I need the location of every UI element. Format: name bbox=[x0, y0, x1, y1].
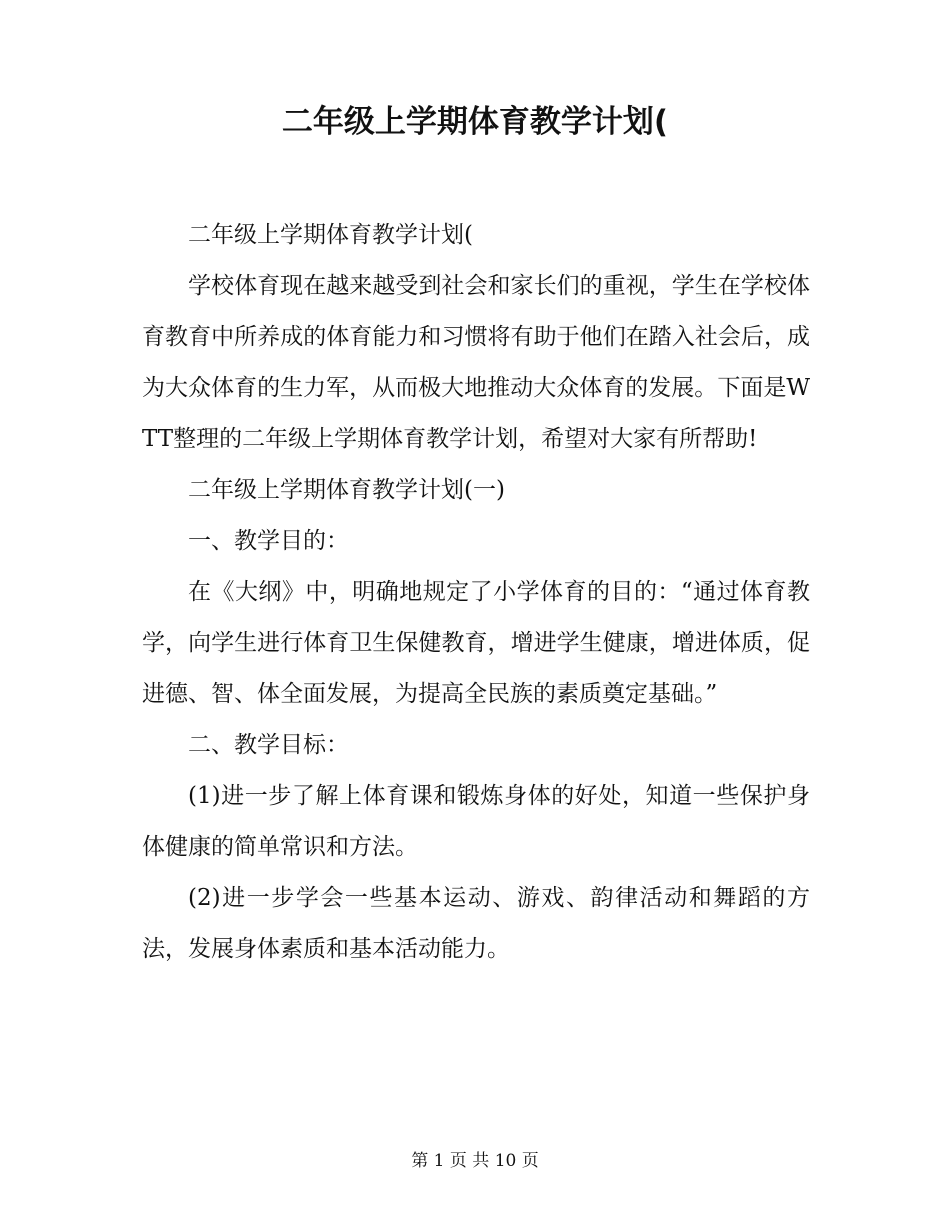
document-body bbox=[142, 210, 810, 975]
paragraph-goal-two: (2)进一步学会一些基本运动、游戏、韵律活动和舞蹈的方法，发展身体素质和基本活动能力。 bbox=[142, 885, 810, 962]
paragraph-heading-intro: 二年级上学期体育教学计划( bbox=[188, 222, 473, 248]
paragraph-purpose: 在《大纲》中，明确地规定了小学体育的目的：“通过体育教学，向学生进行体育卫生保健教育，增进学生健康，增进体质，促进德、智、体全面发展，为提高全民族的素质奠定基础。” bbox=[142, 579, 810, 707]
paragraph-section-one-heading: 一、教学目的： bbox=[188, 528, 349, 554]
paragraph-plan-one-heading: 二年级上学期体育教学计划(一) bbox=[188, 477, 505, 503]
paragraph-goal-one: (1)进一步了解上体育课和锻炼身体的好处，知道一些保护身体健康的简单常识和方法。 bbox=[142, 783, 810, 860]
document-title: 二年级上学期体育教学计划( bbox=[281, 104, 669, 140]
paragraph-section-two-heading: 二、教学目标： bbox=[188, 732, 349, 758]
page-number-footer: 第 1 页 共 10 页 bbox=[411, 1151, 539, 1171]
paragraph-intro: 学校体育现在越来越受到社会和家长们的重视，学生在学校体育教育中所养成的体育能力和习惯将有助于他们在踏入社会后，成为大众体育的生力军，从而极大地推动大众体育的发展。下面是WTT整理的二年级上学期体育教学计划，希望对大家有所帮助! bbox=[142, 273, 810, 452]
